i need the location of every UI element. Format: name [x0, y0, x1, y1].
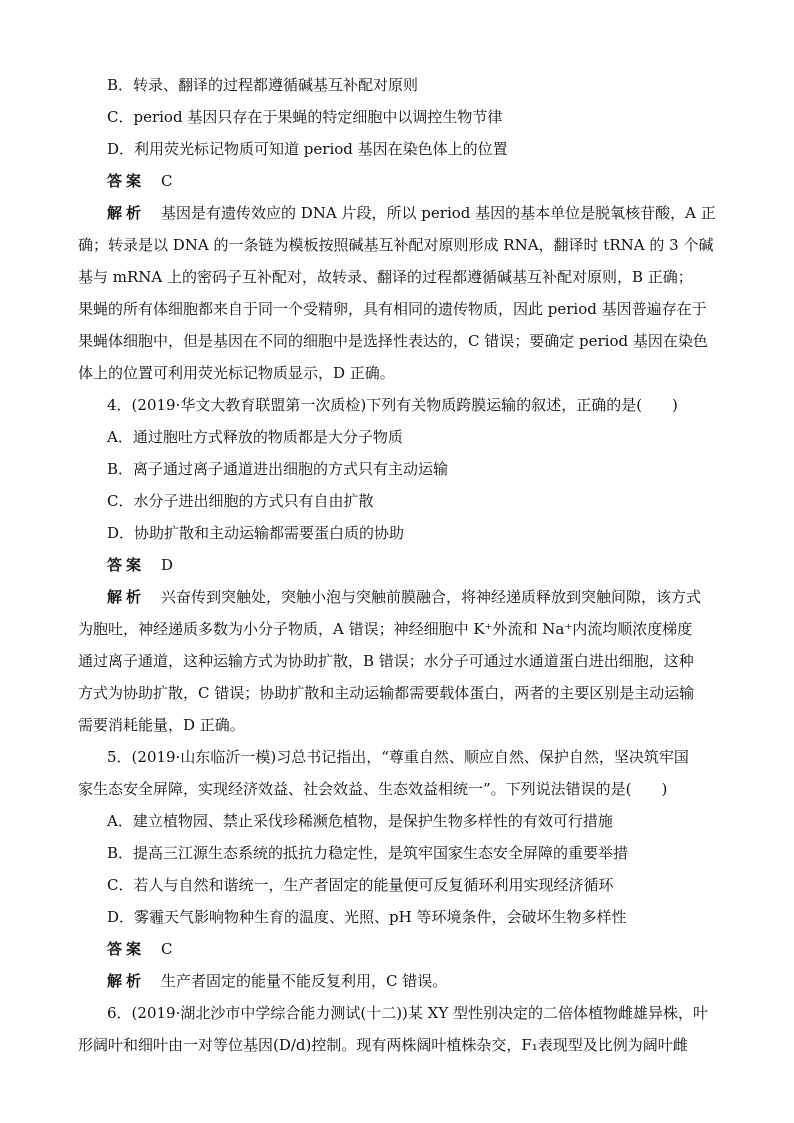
answer-value: C	[161, 940, 173, 958]
q5-stem-line-2: 家生态安全屏障，实现经济效益、社会效益、生态效益相统一”。下列说法错误的是( )	[78, 780, 668, 798]
q5-answer	[107, 937, 173, 961]
answer-value: D	[161, 556, 174, 574]
q3-option-d: D．利用荧光标记物质可知道 period 基因在染色体上的位置	[107, 140, 508, 158]
q3-option-b: B．转录、翻译的过程都遵循碱基互补配对原则	[107, 76, 419, 94]
q5-option-c: C．若人与自然和谐统一，生产者固定的能量便可反复循环利用实现经济循环	[107, 876, 614, 894]
q5-option-b: B．提高三江源生态系统的抵抗力稳定性，是筑牢国家生态安全屏障的重要举措	[107, 844, 629, 862]
q4-answer	[107, 553, 173, 577]
q4-analysis-line-2: 为胞吐，神经递质多数为小分子物质，A 错误；神经细胞中 K⁺外流和 Na⁺内流均顺浓度梯度	[78, 620, 693, 638]
q4-stem: 4．(2019·华文大教育联盟第一次质检)下列有关物质跨膜运输的叙述，正确的是( )	[107, 396, 678, 414]
q3-analysis-line-1	[107, 201, 716, 225]
q4-analysis-line-4: 方式为协助扩散，C 错误；协助扩散和主动运输都需要载体蛋白，两者的主要区别是主动运输	[78, 684, 695, 702]
q4-analysis-line-3: 通过离子通道，这种运输方式为协助扩散，B 错误；水分子可通过水通道蛋白进出细胞，这种	[78, 652, 694, 670]
q4-option-c: C．水分子进出细胞的方式只有自由扩散	[107, 492, 374, 510]
q5-option-a: A．建立植物园、禁止采伐珍稀濒危植物，是保护生物多样性的有效可行措施	[107, 812, 613, 830]
q3-option-c: C．period 基因只存在于果蝇的特定细胞中以调控生物节律	[107, 108, 503, 126]
q5-analysis-line-1	[107, 969, 447, 993]
q3-analysis-line-3: 基与 mRNA 上的密码子互补配对，故转录、翻译的过程都遵循碱基互补配对原则，B 正确；	[78, 268, 693, 286]
q4-option-b: B．离子通过离子通道进出细胞的方式只有主动运输	[107, 460, 449, 478]
q3-analysis-line-4: 果蝇的所有体细胞都来自于同一个受精卵，具有相同的遗传物质，因此 period 基因普遍存在于	[78, 300, 707, 318]
analysis-label: 解析	[107, 204, 146, 222]
q3-analysis-line-2: 确；转录是以 DNA 的一条链为模板按照碱基互补配对原则形成 RNA，翻译时 tRNA 的 3 个碱	[78, 236, 714, 254]
answer-label: 答案	[107, 172, 146, 190]
analysis-label: 解析	[107, 588, 146, 606]
q4-option-a: A．通过胞吐方式释放的物质都是大分子物质	[107, 428, 403, 446]
q3-answer	[107, 169, 173, 193]
answer-label: 答案	[107, 940, 146, 958]
analysis-text: 生产者固定的能量不能反复利用，C 错误。	[161, 972, 448, 990]
answer-label: 答案	[107, 556, 146, 574]
q3-analysis-line-5: 果蝇体细胞中，但是基因在不同的细胞中是选择性表达的，C 错误；要确定 period 基因在染色	[78, 332, 708, 350]
q5-option-d: D．雾霾天气影响物种生育的温度、光照、pH 等环境条件，会破坏生物多样性	[107, 908, 627, 926]
q3-analysis-line-6: 体上的位置可利用荧光标记物质显示，D 正确。	[78, 364, 395, 382]
answer-value: C	[161, 172, 173, 190]
q4-option-d: D．协助扩散和主动运输都需要蛋白质的协助	[107, 524, 405, 542]
q6-stem-line-1: 6．(2019·湖北沙市中学综合能力测试(十二))某 XY 型性别决定的二倍体植物雌雄异株，叶	[107, 1004, 709, 1022]
q6-stem-line-2: 形阔叶和细叶由一对等位基因(D/d)控制。现有两株阔叶植株杂交，F₁表现型及比例为阔叶雌	[78, 1036, 688, 1054]
analysis-text: 兴奋传到突触处，突触小泡与突触前膜融合，将神经递质释放到突触间隙，该方式	[161, 588, 702, 606]
q5-stem-line-1: 5．(2019·山东临沂一模)习总书记指出，“尊重自然、顺应自然、保护自然，坚决筑牢国	[107, 748, 689, 766]
q4-analysis-line-1	[107, 585, 701, 609]
analysis-label: 解析	[107, 972, 146, 990]
analysis-text: 基因是有遗传效应的 DNA 片段，所以 period 基因的基本单位是脱氧核苷酸，A 正	[161, 204, 716, 222]
q4-analysis-line-5: 需要消耗能量，D 正确。	[78, 716, 245, 734]
